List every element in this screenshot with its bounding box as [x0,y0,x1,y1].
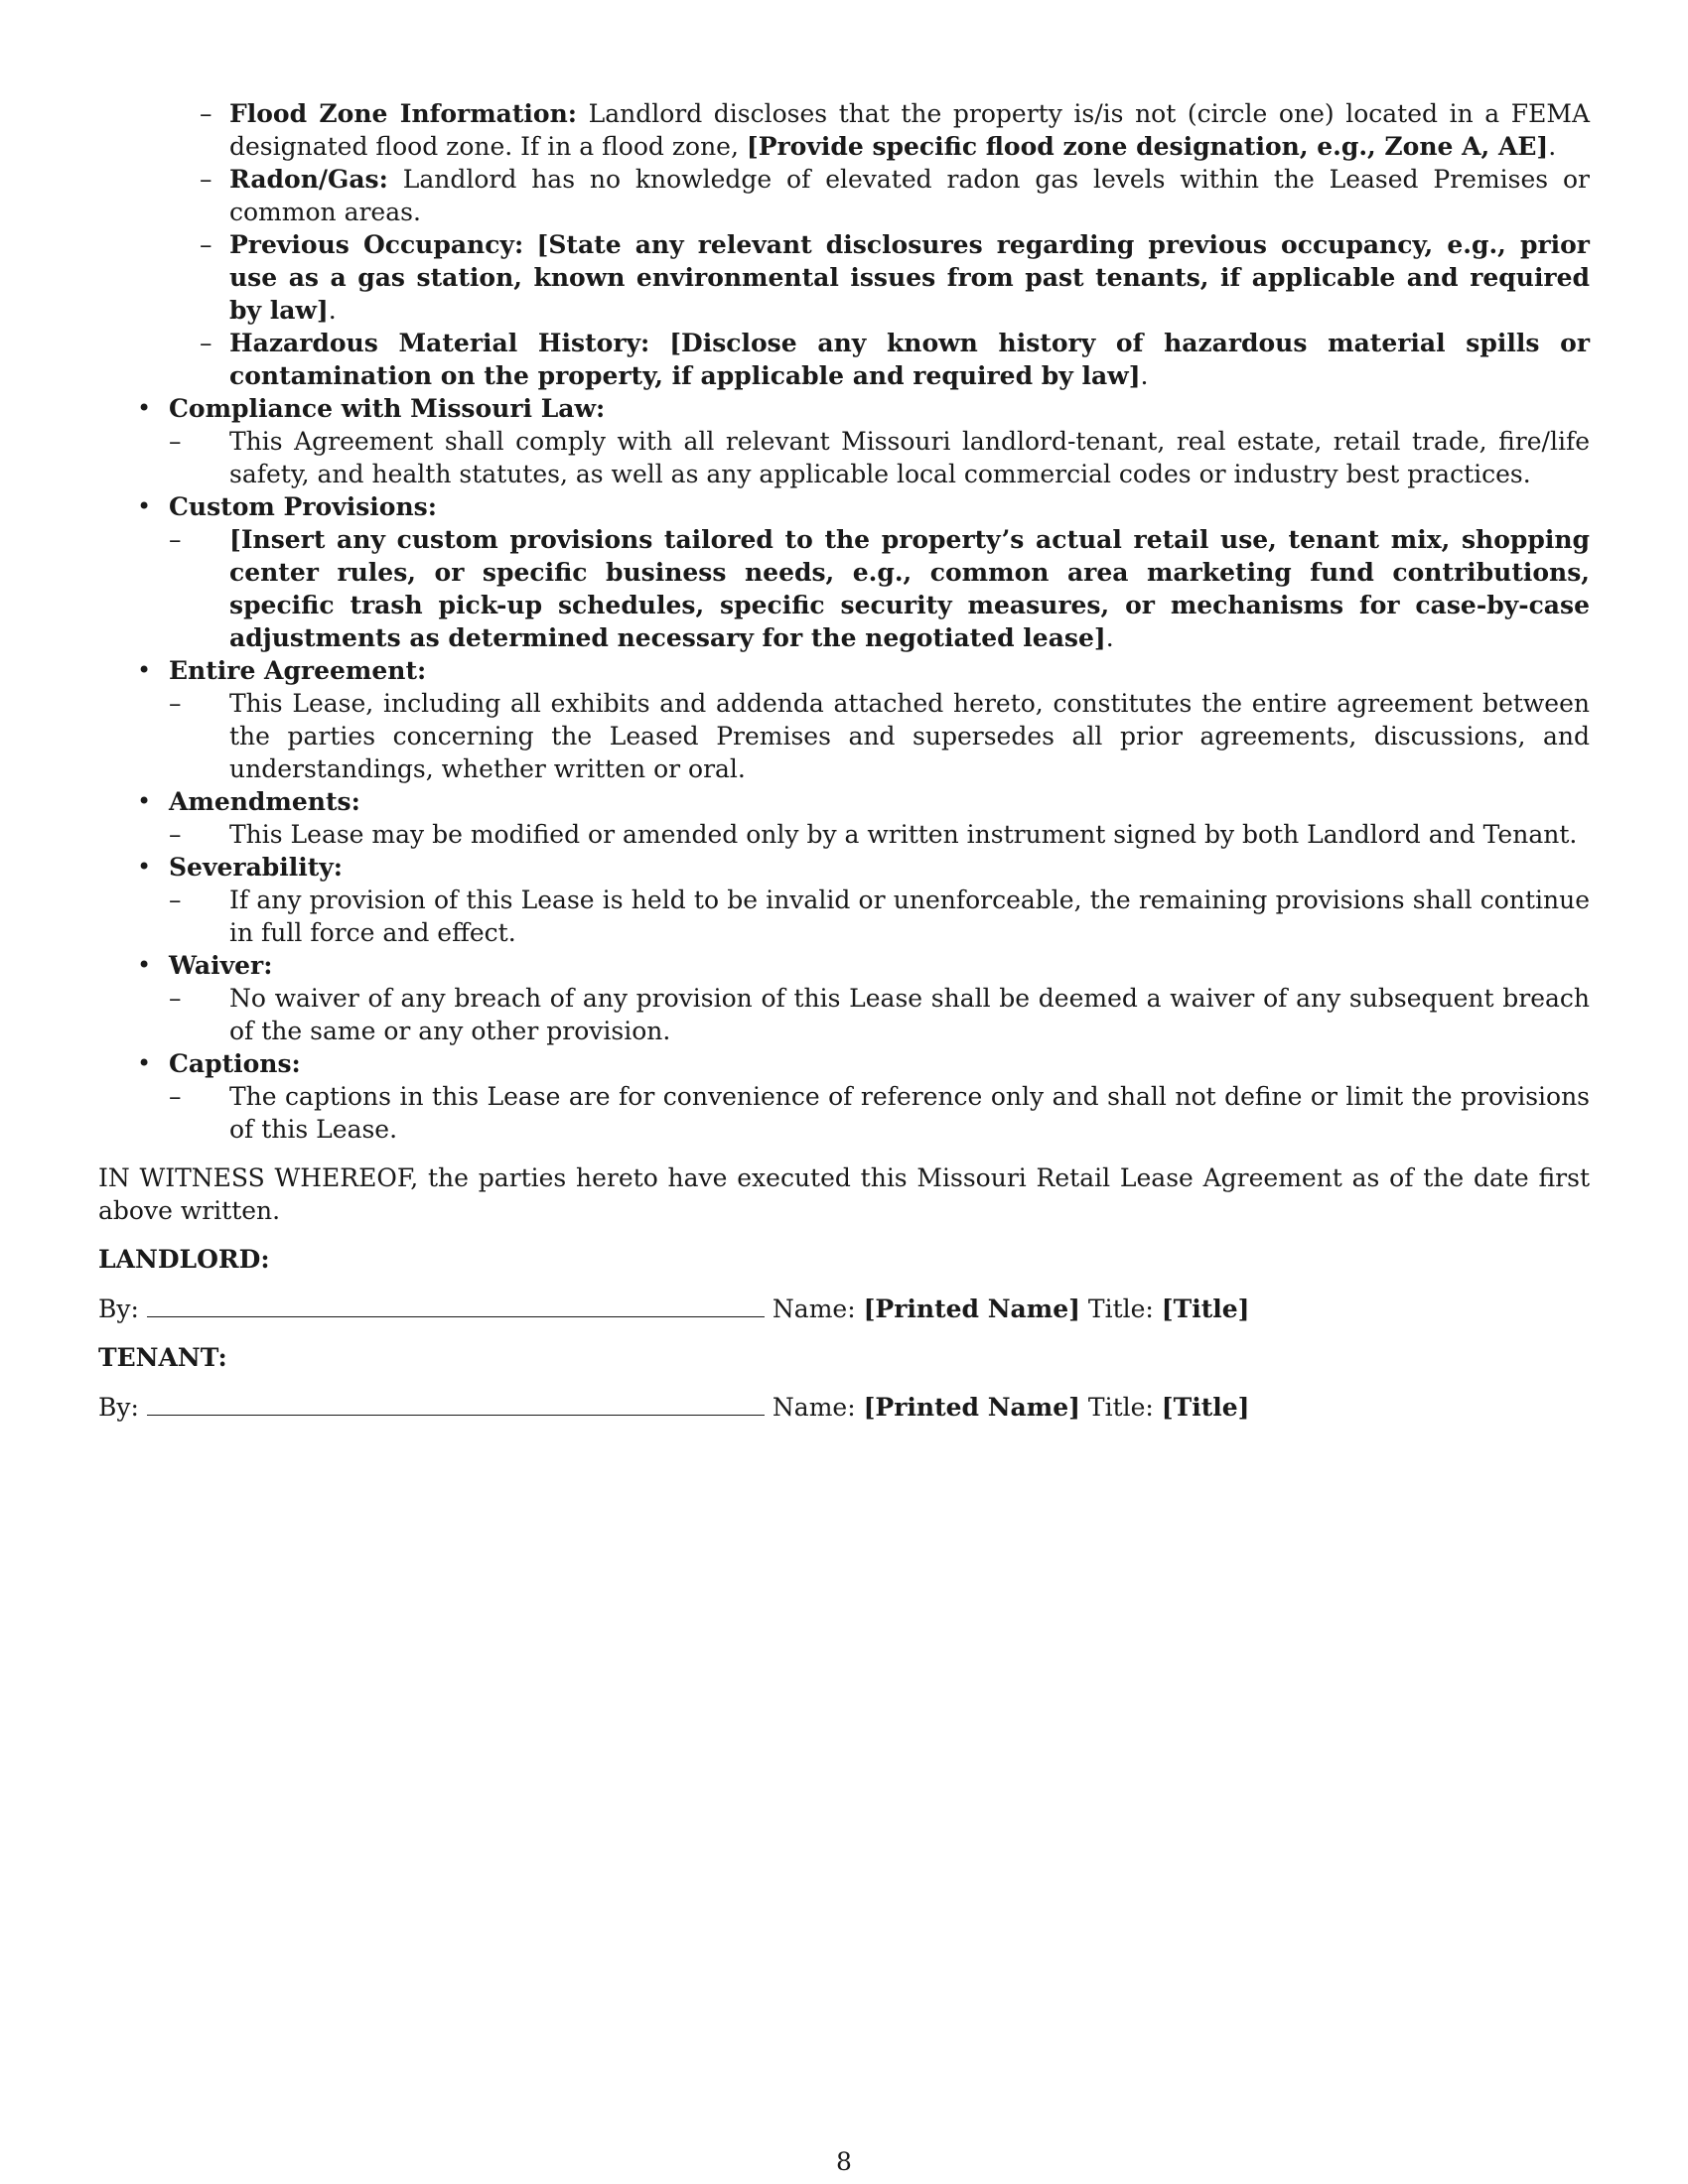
tenant-label: TENANT: [98,1343,227,1372]
name-label: Name: [772,1295,856,1323]
list-item-flood-zone [229,97,1590,163]
item-placeholder: [Disclose any known history of hazardous material spills or contamination on the property, if applicable and required by law] [229,329,1590,390]
item-label: Radon/Gas: [229,165,388,194]
item-label: Hazardous Material History: [229,329,650,357]
section-heading: • Captions: [169,1049,301,1078]
section-heading: • Severability: [169,853,344,882]
landlord-signature-line [98,1293,1590,1325]
item-text [649,329,669,357]
item-text: Landlord has no knowledge of elevated radon gas levels within the Leased Premises or common areas. [229,165,1590,226]
landlord-signature-field[interactable] [147,1295,765,1317]
tenant-signature-line [98,1391,1590,1424]
title-label: Title: [1087,1295,1154,1323]
item-tail: . [328,296,337,325]
item-label: Flood Zone Information: [229,99,578,128]
section-text: – If any provision of this Lease is held to be invalid or unenforceable, the remaining provisions shall continue in full force and effect. [169,884,1590,949]
item-text: Landlord discloses that the property is/is not (circle one) located in a FEMA designated flood zone. If in a flood zone, [229,99,1590,161]
name-label: Name: [772,1393,856,1422]
section-text: – No waiver of any breach of any provision of this Lease shall be deemed a waiver of any subsequent breach of the same or any other provision. [169,982,1590,1047]
section-waiver [98,949,1590,1047]
section-custom-provisions [98,490,1590,654]
document-page [98,97,1590,1424]
title-placeholder: [Title] [1161,1295,1250,1323]
by-label: By: [98,1295,139,1323]
section-heading: • Waiver: [169,951,273,980]
item-tail: . [1548,132,1557,161]
section-captions [98,1047,1590,1146]
section-amendments [98,785,1590,851]
title-label: Title: [1087,1393,1154,1422]
section-compliance [98,392,1590,490]
list-item-radon-gas [229,163,1590,228]
section-heading: • Amendments: [169,787,360,816]
disclosure-list [98,97,1590,392]
by-label: By: [98,1393,139,1422]
list-item-previous-occupancy [229,228,1590,327]
section-text: – This Lease may be modified or amended only by a written instrument signed by both Landlord and Tenant. [169,818,1590,851]
tenant-signature-field[interactable] [147,1393,765,1416]
section-heading: • Custom Provisions: [169,492,437,521]
item-label: Previous Occupancy: [229,230,524,259]
title-placeholder: [Title] [1161,1393,1250,1422]
item-placeholder: [Provide specific flood zone designation, e.g., Zone A, AE] [746,132,1549,161]
name-placeholder: [Printed Name] [863,1295,1080,1323]
landlord-label: LANDLORD: [98,1245,270,1274]
item-text [523,230,536,259]
section-list [0,392,1590,1146]
section-severability [98,851,1590,949]
item-placeholder: [State any relevant disclosures regarding previous occupancy, e.g., prior use as a gas station, known environmental issues from past tenants, if applicable and required by law] [229,230,1590,325]
section-text: – This Agreement shall comply with all relevant Missouri landlord-tenant, real estate, retail trade, fire/life safety, and health statutes, as well as any applicable local commercial codes or industry best practices. [169,425,1590,490]
section-heading: • Entire Agreement: [169,656,427,685]
section-text: – The captions in this Lease are for convenience of reference only and shall not define or limit the provisions of this Lease. [169,1080,1590,1146]
page-number: 8 [836,2147,852,2176]
section-text: – This Lease, including all exhibits and addenda attached hereto, constitutes the entire agreement between the parties concerning the Leased Premises and supersedes all prior agreements, discussions, and understandings, whether written or oral. [169,687,1590,785]
name-placeholder: [Printed Name] [863,1393,1080,1422]
section-entire-agreement [98,654,1590,785]
witness-clause: IN WITNESS WHEREOF, the parties hereto have executed this Missouri Retail Lease Agreement as of the date first above written. [98,1163,1590,1225]
list-item-hazardous-material [229,327,1590,392]
item-tail: . [1140,361,1149,390]
section-text: – [Insert any custom provisions tailored to the property’s actual retail use, tenant mix, shopping center rules, or specific business needs, e.g., common area marketing fund contributions, specific trash pick-up schedules, specific security measures, or mechanisms for case-by-case adjustments as determined necessary for the negotiated lease]. [169,523,1590,654]
section-heading: • Compliance with Missouri Law: [169,394,606,423]
